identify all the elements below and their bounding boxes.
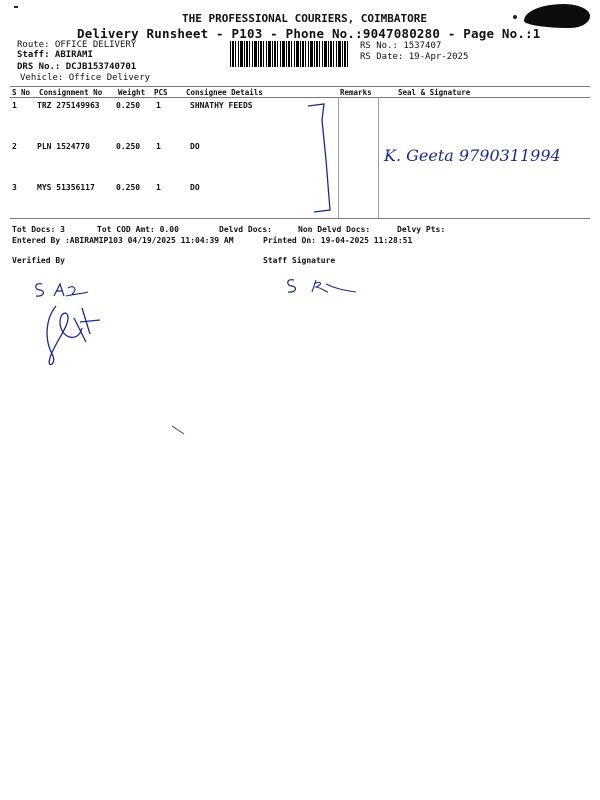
verified-by-label: Verified By [12, 256, 65, 265]
rs-date: RS Date: 19-Apr-2025 [360, 52, 469, 62]
row2-pcs: 1 [156, 142, 161, 151]
verifier-initials [30, 278, 90, 300]
col-header-consignment: Consignment No [39, 88, 103, 97]
row1-consignee: SHNATHY FEEDS [190, 101, 253, 110]
staff-initials [282, 274, 362, 298]
col-header-pcs: PCS [154, 88, 168, 97]
delivery-points: Delvy Pts: [397, 225, 446, 234]
col-header-sno: S No [12, 88, 31, 97]
corner-mark [14, 6, 18, 8]
row2-handwritten-signature: K. Geeta 9790311994 [384, 146, 561, 165]
col-header-remarks: Remarks [340, 88, 372, 97]
table-top-border [10, 86, 590, 87]
col-header-weight: Weight [118, 88, 146, 97]
row3-consignee: DO [190, 183, 200, 192]
verifier-signature [38, 298, 108, 378]
row2-weight: 0.250 [116, 142, 141, 151]
staff-signature-label: Staff Signature [263, 256, 336, 265]
header-bottom-border [10, 97, 590, 98]
company-title: THE PROFESSIONAL COURIERS, COIMBATORE [182, 12, 428, 25]
drs-number: DRS No.: DCJB153740701 [17, 62, 137, 72]
scanner-artifact [524, 4, 590, 28]
row2-sno: 2 [12, 142, 17, 151]
vehicle-label: Vehicle: Office Delivery [20, 73, 151, 83]
col-header-seal: Seal & Signature [398, 88, 471, 97]
row1-sno: 1 [12, 101, 17, 110]
row2-consignment: PLN 1524770 [37, 142, 90, 151]
rs-number: RS No.: 1537407 [360, 41, 442, 51]
delivered-docs: Delvd Docs: [219, 225, 272, 234]
row3-weight: 0.250 [116, 183, 141, 192]
printed-on: Printed On: 19-04-2025 11:28:51 [263, 236, 413, 245]
runsheet-title: Delivery Runsheet - P103 - Phone No.:9047080280 - Page No.:1 [77, 26, 541, 41]
row3-sno: 3 [12, 183, 17, 192]
total-docs: Tot Docs: 3 [12, 225, 65, 234]
handwritten-bracket [300, 100, 340, 216]
row1-pcs: 1 [156, 101, 161, 110]
non-delivered-docs: Non Delvd Docs: [298, 225, 371, 234]
row3-pcs: 1 [156, 183, 161, 192]
dot-mark [513, 15, 517, 19]
route-label: Route: OFFICE DELIVERY [17, 40, 137, 50]
stray-mark [170, 424, 186, 436]
col-divider-seal [378, 97, 379, 218]
staff-label: Staff: ABIRAMI [17, 50, 93, 60]
row2-consignee: DO [190, 142, 200, 151]
barcode [230, 41, 348, 67]
col-header-consignee: Consignee Details [186, 88, 263, 97]
row1-weight: 0.250 [116, 101, 141, 110]
entered-by: Entered By :ABIRAMIP103 04/19/2025 11:04:39 AM [12, 236, 234, 245]
row1-consignment: TRZ 275149963 [37, 101, 100, 110]
row3-consignment: MYS 51356117 [37, 183, 95, 192]
total-cod: Tot COD Amt: 0.00 [97, 225, 179, 234]
table-bottom-border [10, 218, 590, 219]
